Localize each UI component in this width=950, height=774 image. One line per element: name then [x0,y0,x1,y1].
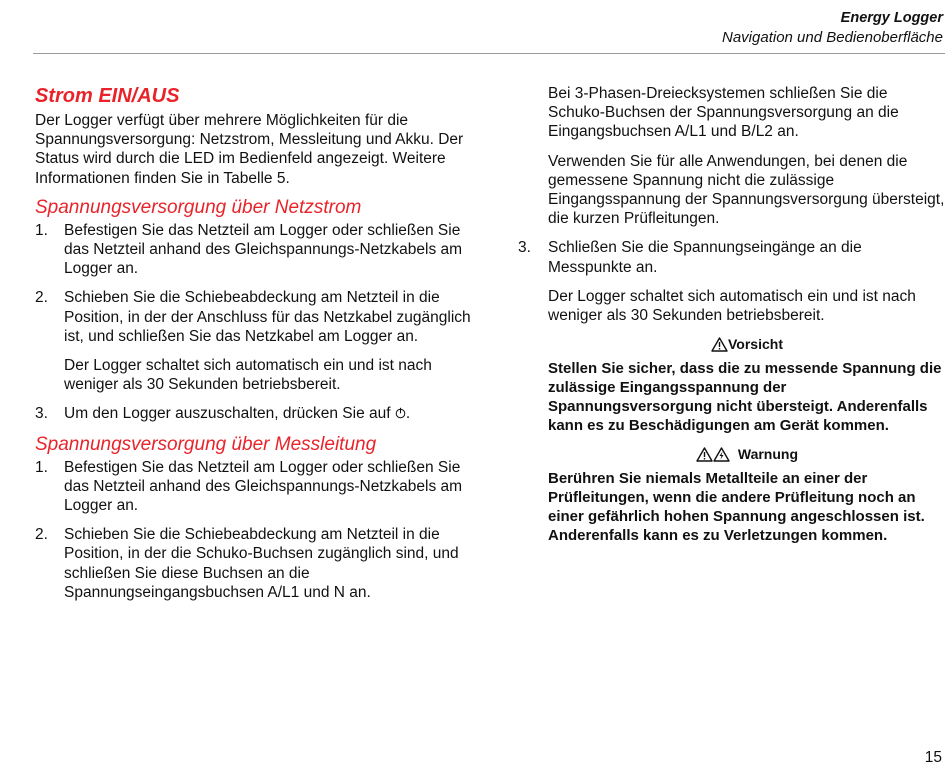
step-text: Schieben Sie die Schiebeabdeckung am Netzteil in die Position, in der der Anschluss für das Netzkabel zugänglich ist, und schließen Sie das Netzkabel am Logger an. [64,289,471,345]
warning-label: Warnung [737,446,799,463]
right-column [518,84,946,553]
warning-text: Berühren Sie niemals Metallteile an einer der Prüfleitungen, wenn die andere Prüfleitung noch an einer gefährlich hohen Spannung angeschlossen ist. Anderenfalls kann es zu Verletzungen kommen. [548,470,925,545]
step-number: 2. [35,289,48,307]
mains-step-3 [35,404,475,423]
caution-text: Stellen Sie sicher, dass die zu messende Spannung die zulässige Eingangsspannung der Spannungsversorgung nicht übersteigt. Anderenfalls kann es zu Beschädigungen am Gerät kommen. [548,360,942,435]
lead-step-3 [518,238,946,276]
mains-step-1 [35,221,475,279]
lead-step-2 [35,525,475,602]
delta-paragraph: Bei 3-Phasen-Dreiecksystemen schließen Sie die Schuko-Buchsen der Spannungsversorgung an die Eingangsbuchsen A/L1 und B/L2 an. [548,85,899,141]
step-text: Befestigen Sie das Netzteil am Logger oder schließen Sie das Netzteil anhand des Gleichspannungs-Netzkabels am Logger an. [64,221,463,278]
mains-step-2 [35,288,475,346]
header-divider [33,53,945,54]
lightning-triangle-icon [713,446,730,462]
page-number: 15 [924,749,942,766]
shock-hazard-icon [696,446,713,462]
lead-step-1 [35,458,475,516]
mains-heading: Spannungsversorgung über Netzstrom [35,196,362,218]
power-button-icon [395,405,406,422]
step-text: Um den Logger auszuschalten, drücken Sie auf [64,405,395,423]
short-leads-paragraph: Verwenden Sie für alle Anwendungen, bei denen die gemessene Spannung nicht die zulässige Eingangsspannung der Spannungsversorgung übersteigt, die kurzen Prüfleitungen. [548,152,945,228]
lead-note: Der Logger schaltet sich automatisch ein und ist nach weniger als 30 Sekunden betriebsbereit. [548,287,916,325]
header-section: Navigation und Bedienoberfläche [722,29,943,46]
warning-heading [518,445,946,463]
caution-label: Vorsicht [728,336,783,353]
step-text: Befestigen Sie das Netzteil am Logger oder schließen Sie das Netzteil anhand des Gleichspannungs-Netzkabels am Logger an. [64,458,463,515]
step-number: 3. [35,405,48,423]
caution-triangle-icon [711,336,728,352]
caution-heading [518,335,946,353]
mains-note: Der Logger schaltet sich automatisch ein und ist nach weniger als 30 Sekunden betriebsbereit. [64,357,432,394]
section-title: Strom EIN/AUS [35,85,180,107]
step-text: Schieben Sie die Schiebeabdeckung am Netzteil in die Position, in der die Schuko-Buchsen zugänglich sind, und schließen Sie diese Buchsen an die Spannungseingangsbuchsen A/L1 und N an. [64,526,459,601]
intro-paragraph: Der Logger verfügt über mehrere Möglichkeiten für die Spannungsversorgung: Netzstrom, Messleitung und Akku. Der Status wird durch die LED im Bedienfeld angezeigt. Weitere Informationen finden Sie in Tabelle 5. [35,112,464,187]
step-number: 1. [35,221,48,239]
left-column [35,84,475,612]
step-number: 1. [35,458,48,476]
step-number: 3. [518,239,531,257]
step-text-end: . [405,405,411,423]
header-product: Energy Logger [840,10,943,26]
step-number: 2. [35,526,48,544]
lead-heading: Spannungsversorgung über Messleitung [35,433,377,455]
step-text: Schließen Sie die Spannungseingänge an die Messpunkte an. [548,239,862,276]
running-header [722,9,943,47]
